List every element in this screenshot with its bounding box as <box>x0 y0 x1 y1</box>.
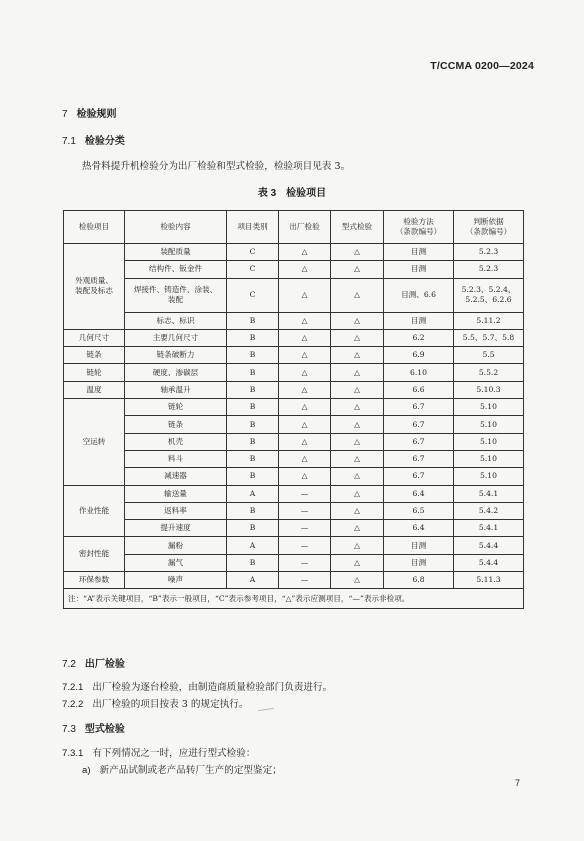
group-name-cell: 密封性能 <box>64 537 125 572</box>
table-cell: 6.7 <box>384 468 454 485</box>
table-cell: C <box>227 261 279 278</box>
inspection-table <box>63 210 524 609</box>
table-row <box>64 381 524 398</box>
table-cell: 6.7 <box>384 433 454 450</box>
table-cell: 5.10 <box>454 416 524 433</box>
table-cell: 6.7 <box>384 450 454 467</box>
table-cell: 6.9 <box>384 347 454 364</box>
table-cell: △ <box>331 520 384 537</box>
table-row <box>64 572 524 589</box>
table-cell: C <box>227 244 279 261</box>
table-cell: 6.6 <box>384 381 454 398</box>
table-cell: B <box>227 364 279 381</box>
table-cell: 链条破断力 <box>125 347 227 364</box>
table-cell: 6.8 <box>384 572 454 589</box>
table-cell: △ <box>331 485 384 502</box>
table-cell: B <box>227 433 279 450</box>
table-cell: △ <box>331 502 384 519</box>
table-cell: 目测、6.6 <box>384 278 454 312</box>
table-cell: 目测 <box>384 312 454 329</box>
group-name-cell: 温度 <box>64 381 125 398</box>
group-name-cell: 链轮 <box>64 364 125 381</box>
table-row <box>64 399 524 416</box>
table-cell: △ <box>279 278 331 312</box>
section-7-heading <box>62 105 117 120</box>
section-title: 检验分类 <box>84 136 125 147</box>
group-name-cell: 外观质量、 装配及标志 <box>64 244 125 330</box>
table-cell: B <box>227 416 279 433</box>
table-cell: B <box>227 399 279 416</box>
table-cell: — <box>279 554 331 571</box>
table-cell: △ <box>279 433 331 450</box>
table-note-row <box>64 589 524 609</box>
table-cell: 5.4.4 <box>454 554 524 571</box>
section-title: 出厂检验 <box>84 659 125 670</box>
table-cell: 5.4.1 <box>454 485 524 502</box>
table-cell: 料斗 <box>125 450 227 467</box>
table-cell: △ <box>279 416 331 433</box>
table-cell: △ <box>331 312 384 329</box>
table-cell: 5.5 <box>454 347 524 364</box>
table-cell: 6.4 <box>384 520 454 537</box>
table-cell: 5.4.1 <box>454 520 524 537</box>
table-cell: A <box>227 485 279 502</box>
table-cell: 5.10.3 <box>454 381 524 398</box>
table-cell: 标志、标识 <box>125 312 227 329</box>
column-header: 项目类别 <box>227 211 279 244</box>
group-name-cell: 作业性能 <box>64 485 125 537</box>
table-cell: △ <box>279 468 331 485</box>
table-row <box>64 244 524 261</box>
table-cell: 目测 <box>384 261 454 278</box>
group-name-cell: 几何尺寸 <box>64 329 125 346</box>
table-cell: 5.4.4 <box>454 537 524 554</box>
table-cell: 轴承温升 <box>125 381 227 398</box>
table-row <box>64 468 524 485</box>
list-item-text: 新产品试制或老产品转厂生产的定型鉴定； <box>99 765 282 776</box>
table-cell: △ <box>279 364 331 381</box>
table-cell: 6.7 <box>384 416 454 433</box>
table-cell: — <box>279 520 331 537</box>
column-header: 检验内容 <box>125 211 227 244</box>
table-header-row <box>64 211 524 244</box>
table-cell: △ <box>331 433 384 450</box>
table-cell: 机壳 <box>125 433 227 450</box>
table-cell: 5.10 <box>454 468 524 485</box>
table-cell: △ <box>279 450 331 467</box>
table-cell: △ <box>331 450 384 467</box>
table-cell: 5.10 <box>454 450 524 467</box>
table-row <box>64 364 524 381</box>
table-row <box>64 261 524 278</box>
table-cell: B <box>227 381 279 398</box>
table-cell: 装配质量 <box>125 244 227 261</box>
table-cell: B <box>227 347 279 364</box>
table-row <box>64 416 524 433</box>
table-cell: — <box>279 537 331 554</box>
clause-number: 7.3.1 <box>62 748 84 759</box>
table-cell: 链条 <box>125 416 227 433</box>
clause-text: 出厂检验的项目按表 3 的规定执行。 <box>92 699 249 710</box>
table-cell: B <box>227 450 279 467</box>
table-cell: △ <box>331 554 384 571</box>
table-cell: 6.2 <box>384 329 454 346</box>
table-cell: 漏粉 <box>125 537 227 554</box>
table-cell: △ <box>331 416 384 433</box>
table-row <box>64 520 524 537</box>
list-item-a <box>82 762 282 776</box>
table-cell: △ <box>331 399 384 416</box>
table-cell: — <box>279 572 331 589</box>
table-cell: 5.10 <box>454 399 524 416</box>
table-cell: △ <box>279 261 331 278</box>
table-cell: 链轮 <box>125 399 227 416</box>
table-cell: 5.2.3 <box>454 244 524 261</box>
table-cell: B <box>227 312 279 329</box>
table-row <box>64 433 524 450</box>
table-cell: 输送量 <box>125 485 227 502</box>
table-cell: △ <box>279 399 331 416</box>
table-cell: 目测 <box>384 554 454 571</box>
table-cell: 减速器 <box>125 468 227 485</box>
section-number: 7.1 <box>62 136 76 147</box>
section-number: 7.2 <box>62 659 76 670</box>
column-header: 检验方法 （条款编号） <box>384 211 454 244</box>
table-row <box>64 554 524 571</box>
table-cell: △ <box>279 381 331 398</box>
page-number: 7 <box>514 778 520 788</box>
table-row <box>64 312 524 329</box>
table-cell: 硬度、渗碳层 <box>125 364 227 381</box>
table-title: 表 3 检验项目 <box>257 188 327 199</box>
section-7-3-heading <box>62 720 125 735</box>
table-cell: B <box>227 554 279 571</box>
table-cell: 5.10 <box>454 433 524 450</box>
group-name-cell: 环保参数 <box>64 572 125 589</box>
column-header: 检验项目 <box>64 211 125 244</box>
standard-code: T/CCMA 0200—2024 <box>430 60 534 72</box>
table-cell: △ <box>331 244 384 261</box>
table-cell: 目测 <box>384 244 454 261</box>
clause-number: 7.2.1 <box>62 682 84 693</box>
table-cell: 6.7 <box>384 399 454 416</box>
table-cell: △ <box>331 278 384 312</box>
column-header: 判断依据 （条款编号） <box>454 211 524 244</box>
table-cell: 目测 <box>384 537 454 554</box>
clause-text: 出厂检验为逐台检验，由制造商质量检验部门负责进行。 <box>92 682 333 693</box>
clause-text: 有下列情况之一时，应进行型式检验： <box>92 748 256 759</box>
table-cell: — <box>279 502 331 519</box>
section-title: 检验规则 <box>76 109 117 120</box>
table-cell: 6.4 <box>384 485 454 502</box>
table-cell: △ <box>279 329 331 346</box>
table-cell: A <box>227 572 279 589</box>
table-cell: 结构件、钣金件 <box>125 261 227 278</box>
table-cell: 焊接件、铸造件、涂装、 装配 <box>125 278 227 312</box>
table-cell: △ <box>331 537 384 554</box>
table-cell: 5.11.3 <box>454 572 524 589</box>
table-cell: △ <box>279 347 331 364</box>
clause-number: 7.2.2 <box>62 699 84 710</box>
table-row <box>64 329 524 346</box>
table-cell: 漏气 <box>125 554 227 571</box>
table-note: 注：“A”表示关键项目，“B”表示一般项目，“C”表示参考项目，“△”表示应测项目，“—”表示非检项。 <box>64 589 524 609</box>
list-marker: a) <box>82 765 91 776</box>
table-cell: B <box>227 329 279 346</box>
table-cell: 主要几何尺寸 <box>125 329 227 346</box>
table-cell: B <box>227 502 279 519</box>
table-cell: △ <box>331 347 384 364</box>
table-cell: △ <box>331 468 384 485</box>
table-row <box>64 450 524 467</box>
table-cell: 5.11.2 <box>454 312 524 329</box>
table-cell: C <box>227 278 279 312</box>
section-number: 7.3 <box>62 724 76 735</box>
table-cell: △ <box>279 244 331 261</box>
table-cell: A <box>227 537 279 554</box>
section-7-3-1 <box>62 745 255 759</box>
table-cell: 5.5、5.7、5.8 <box>454 329 524 346</box>
scan-mark <box>258 708 274 711</box>
table-cell: B <box>227 520 279 537</box>
section-7-1-heading <box>62 132 125 147</box>
section-7-2-heading <box>62 655 125 670</box>
table-row <box>64 278 524 312</box>
section-7-2-2 <box>62 696 248 710</box>
section-title: 型式检验 <box>84 724 125 735</box>
table-row <box>64 485 524 502</box>
table-cell: B <box>227 468 279 485</box>
table-row <box>64 537 524 554</box>
table-cell: 噪声 <box>125 572 227 589</box>
table-cell: △ <box>331 572 384 589</box>
table-row <box>64 347 524 364</box>
table-cell: △ <box>331 364 384 381</box>
table-cell: △ <box>331 261 384 278</box>
table-cell: 6.5 <box>384 502 454 519</box>
group-name-cell: 空运转 <box>64 399 125 485</box>
table-cell: 6.10 <box>384 364 454 381</box>
table-cell: △ <box>279 312 331 329</box>
group-name-cell: 链条 <box>64 347 125 364</box>
section-7-2-1 <box>62 679 332 693</box>
column-header: 出厂检验 <box>279 211 331 244</box>
table-cell: △ <box>331 329 384 346</box>
table-cell: — <box>279 485 331 502</box>
table-cell: 5.4.2 <box>454 502 524 519</box>
table-cell: 5.2.3 <box>454 261 524 278</box>
table-cell: 提升速度 <box>125 520 227 537</box>
column-header: 型式检验 <box>331 211 384 244</box>
section-7-1-text: 热骨料提升机检验分为出厂检验和型式检验，检验项目见表 3。 <box>82 161 351 172</box>
table-cell: △ <box>331 381 384 398</box>
section-number: 7 <box>62 109 68 120</box>
table-cell: 返料率 <box>125 502 227 519</box>
table-row <box>64 502 524 519</box>
table-cell: 5.5.2 <box>454 364 524 381</box>
table-cell: 5.2.3、5.2.4、 5.2.5、6.2.6 <box>454 278 524 312</box>
